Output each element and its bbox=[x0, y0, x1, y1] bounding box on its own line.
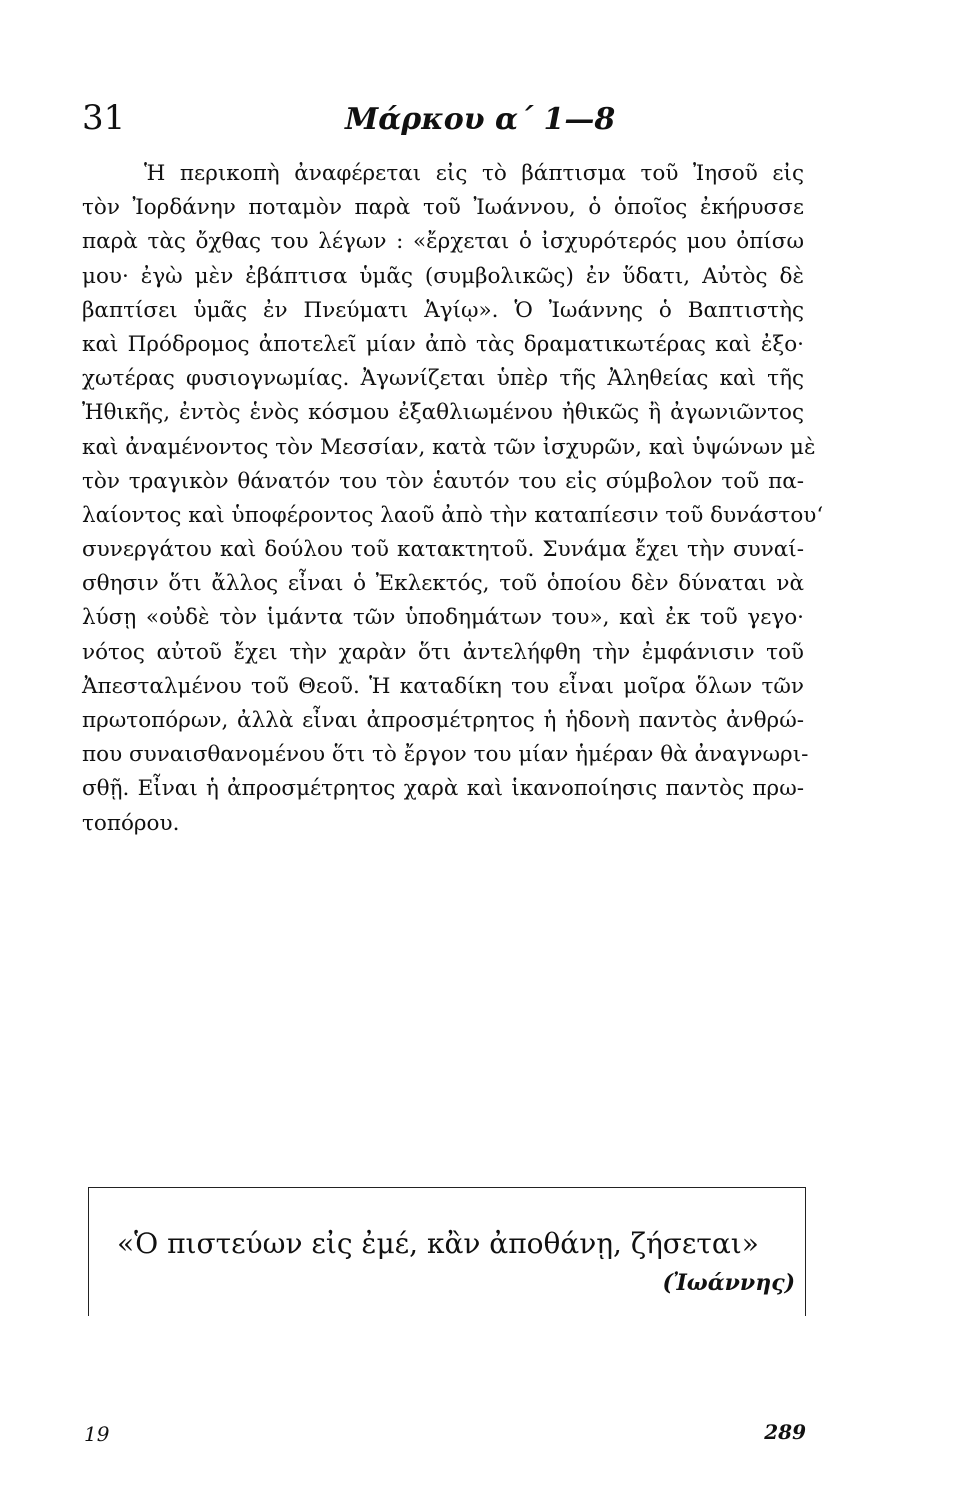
page-number: 31 bbox=[82, 98, 126, 138]
text-line: τὸν τραγικὸν θάνατόν του τὸν ἑαυτόν του εἰς σύμβολον τοῦ πα- bbox=[82, 468, 804, 494]
text-line: Ἀπεσταλμένου τοῦ Θεοῦ. Ἡ καταδίκη του εἶναι μοῖρα ὅλων τῶν bbox=[82, 673, 804, 699]
text-line: τὸν Ἰορδάνην ποταμὸν παρὰ τοῦ Ἰωάννου, ὁ ὁποῖος ἐκήρυσσε bbox=[82, 195, 804, 221]
text-line: παρὰ τὰς ὄχθας του λέγων : «ἔρχεται ὁ ἰσχυρότερός μου ὀπίσω bbox=[82, 229, 804, 255]
text-line: βαπτίσει ὑμᾶς ἐν Πνεύματι Ἁγίῳ». Ὁ Ἰωάννης ὁ Βαπτιστὴς bbox=[82, 297, 804, 323]
text-line: πρωτοπόρων, ἀλλὰ εἶναι ἀπροσμέτρητος ἡ ἡδονὴ παντὸς ἀνθρώ- bbox=[82, 708, 804, 733]
quote-text: «Ὁ πιστεύων εἰς ἐμέ, κἂν ἀποθάνῃ, ζήσεται» bbox=[117, 1227, 759, 1260]
text-line: καὶ Πρόδρομος ἀποτελεῖ μίαν ἀπὸ τὰς δραματικωτέρας καὶ ἐξο· bbox=[82, 331, 804, 357]
footer-page-number: 289 bbox=[764, 1420, 806, 1444]
text-line: που συναισθανομένου ὅτι τὸ ἔργον του μίαν ἡμέραν θὰ ἀναγνωρι- bbox=[82, 742, 809, 768]
text-line: σθησιν ὅτι ἄλλος εἶναι ὁ Ἐκλεκτός, τοῦ ὁποίου δὲν δύναται νὰ bbox=[82, 571, 804, 597]
text-line: Ἠθικῆς, ἐντὸς ἑνὸς κόσμου ἐξαθλιωμένου ἠθικῶς ἢ ἀγωνιῶντος bbox=[82, 400, 804, 426]
footer-signature-number: 19 bbox=[84, 1422, 110, 1446]
text-line: καὶ ἀναμένοντος τὸν Μεσσίαν, κατὰ τῶν ἰσχυρῶν, καὶ ὑψώνων μὲ bbox=[82, 434, 816, 460]
text-line: μου· ἐγὼ μὲν ἐβάπτισα ὑμᾶς (συμβολικῶς) ἐν ὕδατι, Αὐτὸς δὲ bbox=[82, 263, 804, 289]
text-line: λύσῃ «οὐδὲ τὸν ἱμάντα τῶν ὑποδημάτων του», καὶ ἐκ τοῦ γεγο· bbox=[82, 605, 804, 631]
text-line: Ἡ περικοπὴ ἀναφέρεται εἰς τὸ βάπτισμα τοῦ Ἰησοῦ εἰς bbox=[144, 161, 804, 186]
running-title: Μάρκου α΄ 1—8 bbox=[345, 102, 616, 137]
body-text bbox=[82, 157, 824, 841]
text-line: λαίοντος καὶ ὑποφέροντος λαοῦ ἀπὸ τὴν καταπίεσιν τοῦ δυνάστου‘ bbox=[82, 502, 824, 528]
quote-box bbox=[88, 1187, 806, 1316]
text-line: συνεργάτου καὶ δούλου τοῦ κατακτητοῦ. Συνάμα ἔχει τὴν συναί- bbox=[82, 537, 804, 563]
text-line: νότος αὐτοῦ ἔχει τὴν χαρὰν ὅτι ἀντελήφθη τὴν ἐμφάνισιν τοῦ bbox=[82, 639, 804, 665]
text-line: σθῇ. Εἶναι ἡ ἀπροσμέτρητος χαρὰ καὶ ἱκανοποίησις παντὸς πρω- bbox=[82, 776, 804, 802]
text-line: χωτέρας φυσιογνωμίας. Ἀγωνίζεται ὑπὲρ τῆς Ἀληθείας καὶ τῆς bbox=[82, 366, 804, 392]
quote-source: (Ἰωάννης) bbox=[662, 1270, 795, 1296]
text-line-last: τοπόρου. bbox=[82, 810, 180, 836]
